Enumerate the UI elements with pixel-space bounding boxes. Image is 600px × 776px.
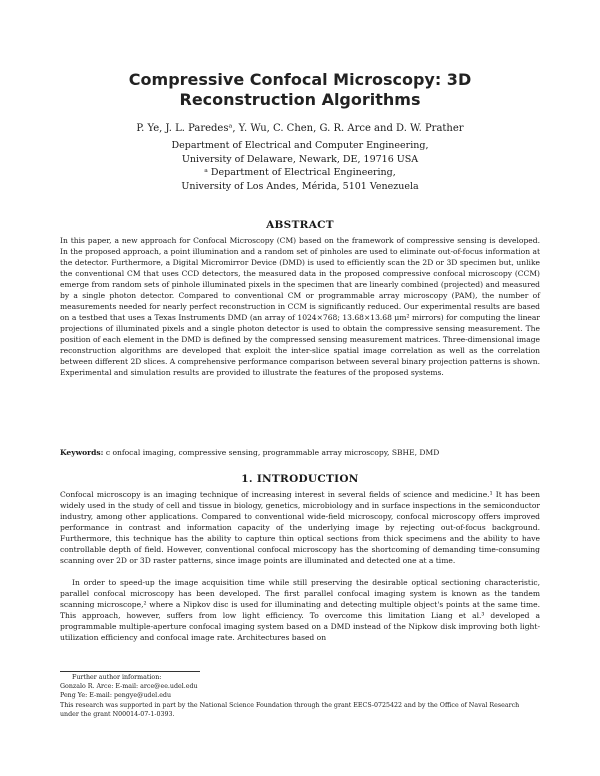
affiliation-line: University of Los Andes, Mérida, 5101 Venezuela bbox=[181, 180, 419, 192]
footnote-line: Peng Ye: E-mail: pengye@udel.edu bbox=[60, 692, 172, 700]
keywords bbox=[60, 447, 540, 458]
footnotes bbox=[60, 673, 540, 719]
affiliation-line: University of Delaware, Newark, DE, 19716 USA bbox=[181, 153, 419, 165]
section-heading-introduction: 1. INTRODUCTION bbox=[241, 473, 359, 485]
affiliation-line: ᵃ Department of Electrical Engineering, bbox=[204, 167, 396, 178]
affiliation-line: Department of Electrical and Computer Engineering, bbox=[171, 140, 429, 151]
author-list: P. Ye, J. L. Paredesᵃ, Y. Wu, C. Chen, G. R. Arce and D. W. Prather bbox=[136, 123, 464, 134]
keywords-label: Keywords: bbox=[60, 448, 104, 457]
footnote-line: This research was supported in part by the National Science Foundation through the grant EECS-0725422 and by the Office of Naval Research under the grant N00014-07-1-0393. bbox=[60, 701, 520, 718]
intro-paragraph-2: In order to speed-up the image acquisition time while still preserving the desirable optical sectioning characteristic, parallel confocal microscopy has been developed. The first parallel confocal imaging system is known as the tandem scanning microscope,² where a Nipkov disc is used for illuminating and detecting multiple object's points at the same time. This approach, however, suffers from low light efficiency. To overcome this limitation Liang et al.³ developed a programmable multiple-aperture confocal imaging system based on a DMD instead of the Nipkow disk improving both light-utilization efficiency and confocal image rate. Architectures based on bbox=[60, 578, 540, 642]
keywords-text: c onfocal imaging, compressive sensing, programmable array microscopy, SBHE, DMD bbox=[105, 448, 440, 457]
paper-title: Compressive Confocal Microscopy: 3D Reconstruction Algorithms bbox=[128, 70, 472, 109]
abstract-text: In this paper, a new approach for Confocal Microscopy (CM) based on the framework of compressive sensing is developed. In the proposed approach, a point illumination and a random set of pinholes are used to eliminate out-of-focus information at the detector. Furthermore, a Digital Micromirror Device (DMD) is used to efficiently scan the 2D or 3D specimen but, unlike the conventional CM that uses CCD detectors, the measured data in the proposed compressive confocal microscopy (CCM) emerge from random sets of pinhole illuminated pixels in the specimen that are linearly combined (projected) and measured by a single photon detector. Compared to conventional CM or programmable array microscopy (PAM), the number of measurements needed for nearly perfect reconstruction in CCM is significantly reduced. Our experimental results are based on a testbed that uses a Texas Instruments DMD (an array of 1024×768; 13.68×13.68 μm² mirrors) for computing the linear projections of illuminated pixels and a single photon detector is used to obtain the compressive sensing measurement. The position of each element in the DMD is defined by the compressed sensing measurement matrices. Three-dimensional image reconstruction algorithms are developed that exploit the inter-slice spatial image correlation as well as the correlation between different 2D slices. A comprehensive performance comparison between several binary projection patterns is shown. Experimental and simulation results are provided to illustrate the features of the proposed systems. bbox=[60, 236, 540, 377]
affiliations bbox=[100, 139, 500, 193]
intro-paragraph-1: Confocal microscopy is an imaging technique of increasing interest in several fields of science and medicine.¹ It has been widely used in the study of cell and tissue in biology, genetics, microbiology and in surface inspections in the semiconductor industry, among other applications. Compared to conventional wide-field microscopy, confocal microscopy offers improved performance in contrast and information capacity of the underlying image by rejecting out-of-focus background. Furthermore, this technique has the ability to capture thin optical sections from thick specimens and the ability to have controllable depth of field. However, conventional confocal microscopy has the shortcoming of demanding time-consuming scanning over 2D or 3D raster patterns, since image points are illuminated and detected one at a time. bbox=[60, 490, 540, 565]
footnote-line: Gonzalo R. Arce: E-mail: arce@ee.udel.edu bbox=[60, 683, 198, 691]
footnote-divider bbox=[60, 671, 200, 672]
footnote-line: Further author information: bbox=[72, 674, 162, 681]
abstract-heading: ABSTRACT bbox=[266, 219, 334, 231]
